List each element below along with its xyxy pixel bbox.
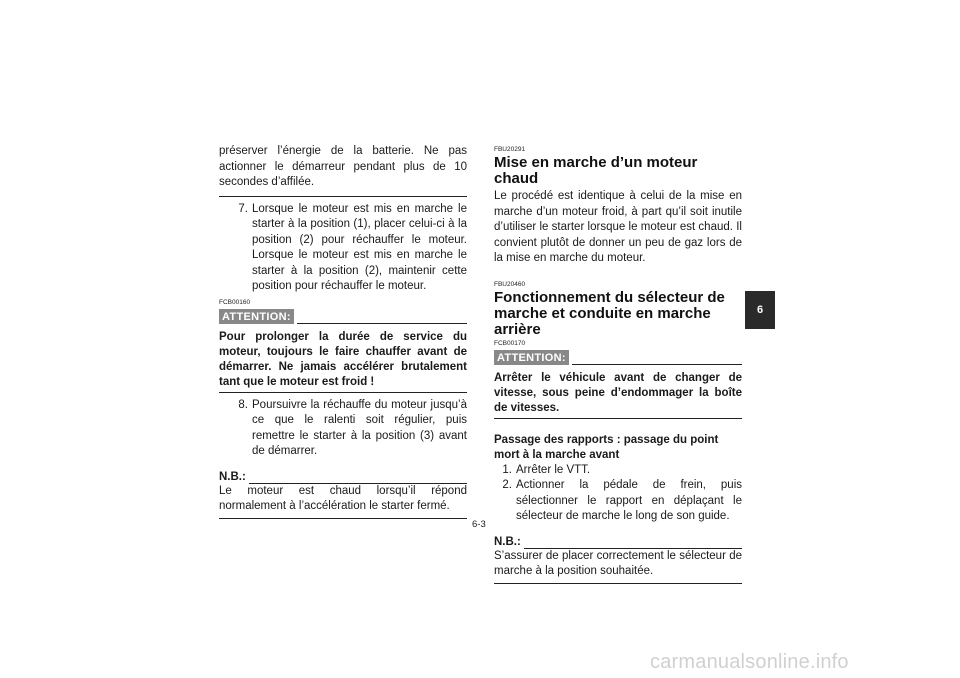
section-heading: Mise en marche d’un moteur chaud [494,154,698,187]
attention-header [494,350,742,365]
watermark: carmanualsonline.info [650,651,849,673]
step-text: Actionner la pédale de frein, puis sélectionner le rapport en déplaçant le sélecteur de marche le long de son guide. [516,479,742,522]
attention-rule [297,323,467,324]
divider [219,392,467,393]
nb-header [219,470,467,484]
step-1 [494,463,742,479]
subheading: Passage des rapports : passage du point mort à la marche avant [494,433,719,461]
nb-text: Le moteur est chaud lorsqu’il répond normalement à l’accélération le starter fermé. [219,484,467,512]
divider [494,583,742,584]
attention-text: Arrêter le véhicule avant de changer de vitesse, sous peine d’endommager la boîte de vitesses. [494,371,742,414]
divider [219,518,467,519]
nb-header [494,535,742,549]
right-column [494,146,742,584]
attention-badge: ATTENTION: [219,309,294,324]
intro-paragraph: préserver l’énergie de la batterie. Ne pas actionner le démarreur pendant plus de 10 secondes d’affilée. [219,145,467,188]
ref-code: FCB00160 [219,298,251,306]
section-heading: Fonctionnement du sélecteur de marche et conduite en marche arrière [494,288,725,338]
step-text: Lorsque le moteur est mis en marche le starter à la position (1), placer celui-ci à la position (2) pour réchauffer le moteur. Lorsque le moteur est mis en marche le starter à la position (2), maintenir cette position pour réchauffer le moteur. [252,202,467,292]
divider [219,196,467,197]
step-8 [219,398,467,460]
attention-rule [572,364,742,365]
attention-badge: ATTENTION: [494,350,569,365]
step-number: 7. [238,202,248,215]
ref-code: FCB00170 [494,339,526,347]
page-number: 6-3 [472,519,486,530]
step-number: 1. [502,463,512,476]
step-text: Poursuivre la réchauffe du moteur jusqu’à ce que le ralenti soit régulier, puis remettre le starter à la position (3) avant de démarrer. [252,398,467,457]
attention-text: Pour prolonger la durée de service du moteur, toujours le faire chauffer avant de démarrer. Ne jamais accélérer brutalement tant que le moteur est froid ! [219,330,467,388]
left-column [219,144,467,519]
chapter-tab: 6 [745,291,775,329]
nb-label: N.B.: [219,470,246,483]
step-number: 2. [502,479,512,491]
step-2 [494,478,742,525]
nb-text: S’assurer de placer correctement le sélecteur de marche à la position souhaitée. [494,549,742,577]
ref-code: FBU20291 [494,146,526,153]
step-text: Arrêter le VTT. [516,463,591,476]
section-paragraph: Le procédé est identique à celui de la mise en marche d’un moteur froid, à part qu’il soit inutile d’utiliser le starter lorsque le moteur est chaud. Il convient plutôt de donner un peu de gaz lors de la mise en marche du moteur. [494,190,742,264]
step-7 [219,202,467,295]
step-number: 8. [238,398,248,411]
divider [494,418,742,419]
nb-label: N.B.: [494,535,521,548]
ref-code: FBU20460 [494,280,526,288]
attention-header [219,309,467,324]
